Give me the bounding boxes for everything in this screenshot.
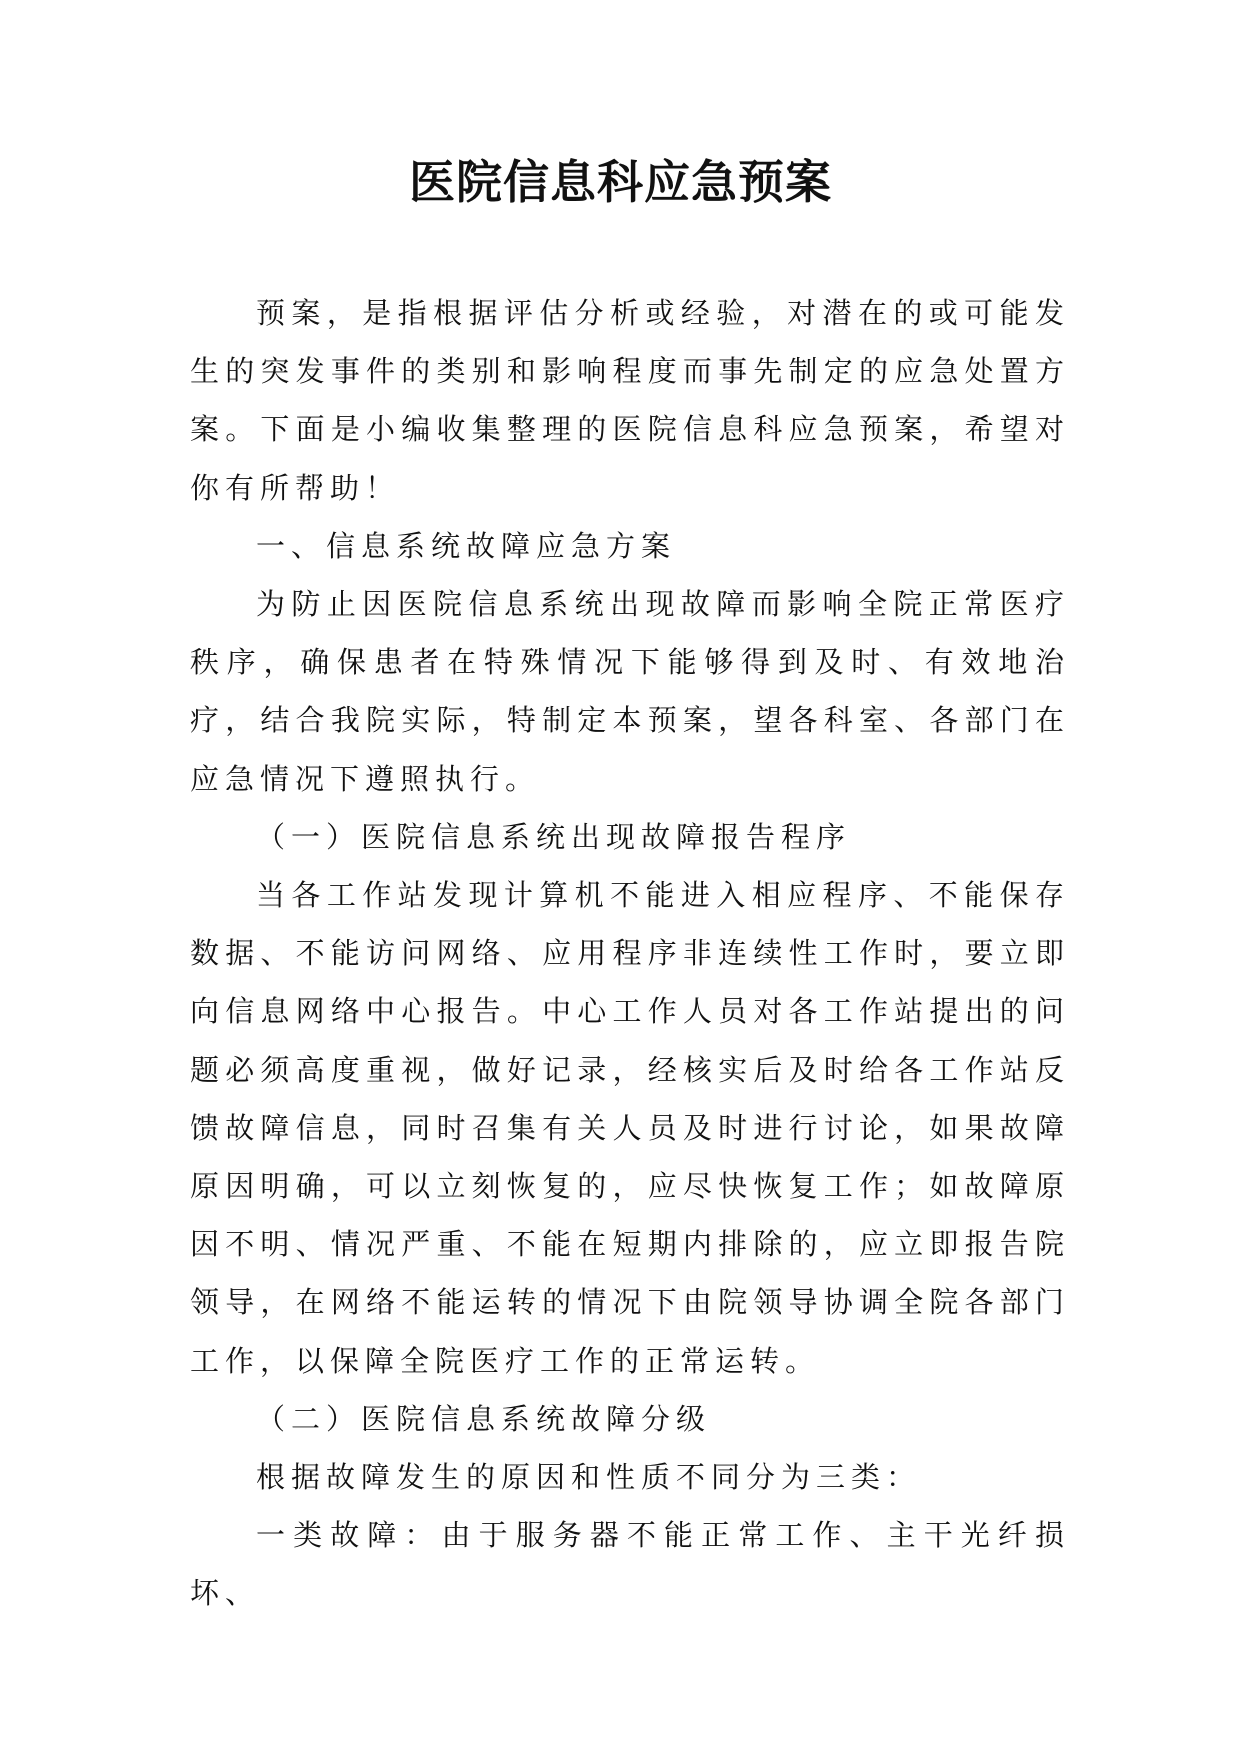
document-body (190, 284, 1070, 1623)
section-heading-1: 一、信息系统故障应急方案 (256, 528, 677, 563)
section-1-paragraph: 为防止因医院信息系统出现故障而影响全院正常医疗秩序，确保患者在特殊情况下能够得到及时、有效地治疗，结合我院实际，特制定本预案，望各科室、各部门在应急情况下遵照执行。 (190, 587, 1070, 796)
intro-paragraph: 预案，是指根据评估分析或经验，对潜在的或可能发生的突发事件的类别和影响程度而事先制定的应急处置方案。下面是小编收集整理的医院信息科应急预案，希望对你有所帮助！ (190, 296, 1070, 505)
document-title: 医院信息科应急预案 (409, 155, 832, 209)
class-one-fault-paragraph: 一类故障：由于服务器不能正常工作、主干光纤损坏、 (190, 1518, 1070, 1611)
report-procedure-paragraph: 当各工作站发现计算机不能进入相应程序、不能保存数据、不能访问网络、应用程序非连续性工作时，要立即向信息网络中心报告。中心工作人员对各工作站提出的问题必须高度重视，做好记录，经核实后及时给各工作站反馈故障信息，同时召集有关人员及时进行讨论，如果故障原因明确，可以立刻恢复的，应尽快恢复工作；如故障原因不明、情况严重、不能在短期内排除的，应立即报告院领导，在网络不能运转的情况下由院领导协调全院各部门工作，以保障全院医疗工作的正常运转。 (190, 878, 1070, 1378)
subsection-heading-1: （一）医院信息系统出现故障报告程序 (256, 819, 852, 854)
subsection-heading-2: （二）医院信息系统故障分级 (256, 1401, 712, 1436)
classification-intro-paragraph: 根据故障发生的原因和性质不同分为三类： (256, 1460, 922, 1495)
